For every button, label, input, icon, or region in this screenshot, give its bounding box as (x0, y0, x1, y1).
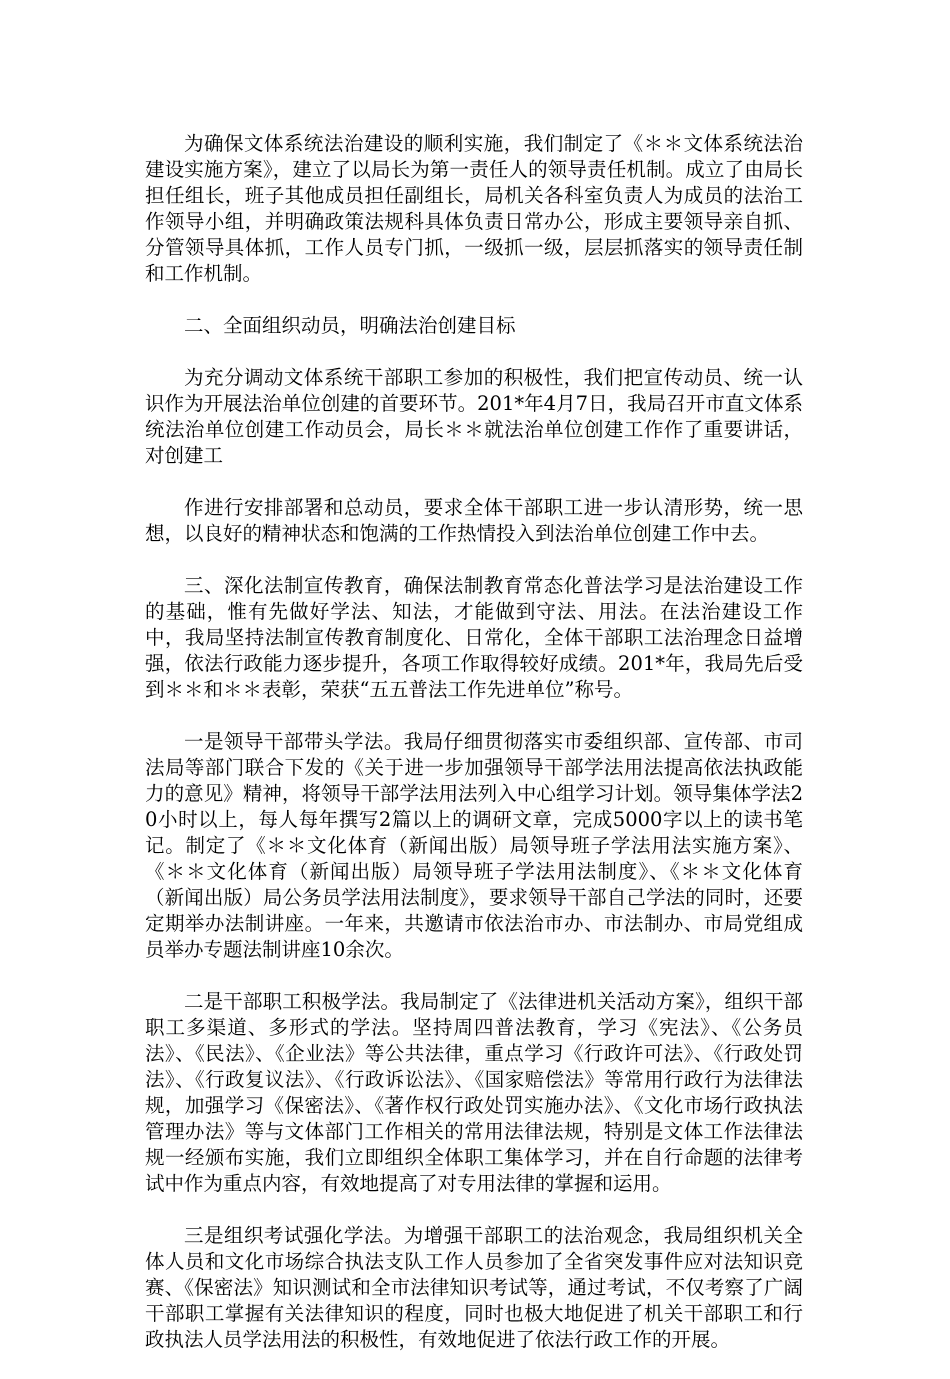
paragraph-mobilization-continued: 作进行安排部署和总动员，要求全体干部职工进一步认清形势，统一思想，以良好的精神状态和饱满的工作热情投入到法治单位创建工作中去。 (145, 496, 803, 545)
section-heading-mobilization: 二、全面组织动员，明确法治创建目标 (184, 314, 516, 337)
paragraph-leadership-mechanism: 为确保文体系统法治建设的顺利实施，我们制定了《＊＊文体系统法治建设实施方案》，建立了以局长为第一责任人的领导责任机制。成立了由局长担任组长，班子其他成员担任副组长，局机关各科室负责人为成员的法治工作领导小组，并明确政策法规科具体负责日常办公，形成主要领导亲自抓、分管领导具体抓，工作人员专门抓，一级抓一级，层层抓落实的领导责任制和工作机制。 (145, 132, 803, 285)
paragraph-legal-education: 三、深化法制宣传教育，确保法制教育常态化普法学习是法治建设工作的基础，惟有先做好学法、知法，才能做到守法、用法。在法治建设工作中，我局坚持法制宣传教育制度化、日常化，全体干部职工法治理念日益增强，依法行政能力逐步提升，各项工作取得较好成绩。201*年，我局先后受到＊＊和＊＊表彰，荣获“五五普法工作先进单位”称号。 (145, 574, 803, 701)
paragraph-staff-study-law: 二是干部职工积极学法。我局制定了《法律进机关活动方案》，组织干部职工多渠道、多形式的学法。坚持周四普法教育，学习《宪法》、《公务员法》、《民法》、《企业法》等公共法律，重点学习《行政许可法》、《行政处罚法》、《行政复议法》、《行政诉讼法》、《国家赔偿法》等常用行政行为法律法规，加强学习《保密法》、《著作权行政处罚实施办法》、《文化市场行政执法管理办法》等与文体部门工作相关的常用法律法规，特别是文体工作法律法规一经颁布实施，我们立即组织全体职工集体学习，并在自行命题的法律考试中作为重点内容，有效地提高了对专用法律的掌握和运用。 (145, 990, 803, 1195)
paragraph-mobilization-meeting: 为充分调动文体系统干部职工参加的积极性，我们把宣传动员、统一认识作为开展法治单位创建的首要环节。201*年4月7日，我局召开市直文体系统法治单位创建工作动员会，局长＊＊就法治单位创建工作作了重要讲话，对创建工 (145, 366, 803, 467)
paragraph-exam-study-law: 三是组织考试强化学法。为增强干部职工的法治观念，我局组织机关全体人员和文化市场综合执法支队工作人员参加了全省突发事件应对法知识竞赛、《保密法》知识测试和全市法律知识考试等，通过考试，不仅考察了广阔干部职工掌握有关法律知识的程度，同时也极大地促进了机关干部职工和行政执法人员学法用法的积极性，有效地促进了依法行政工作的开展。 (145, 1224, 803, 1351)
paragraph-leaders-study-law: 一是领导干部带头学法。我局仔细贯彻落实市委组织部、宣传部、市司法局等部门联合下发的《关于进一步加强领导干部学法用法提高依法执政能力的意见》精神，将领导干部学法用法列入中心组学习计划。领导集体学法20小时以上，每人每年撰写2篇以上的调研文章，完成5000字以上的读书笔记。制定了《＊＊文化体育（新闻出版）局领导班子学法用法实施方案》、《＊＊文化体育（新闻出版）局领导班子学法用法制度》、《＊＊文化体育（新闻出版）局公务员学法用法制度》，要求领导干部自己学法的同时，还要定期举办法制讲座。一年来，共邀请市依法治市办、市法制办、市局党组成员举办专题法制讲座10余次。 (145, 730, 803, 961)
document-body (145, 131, 803, 1379)
